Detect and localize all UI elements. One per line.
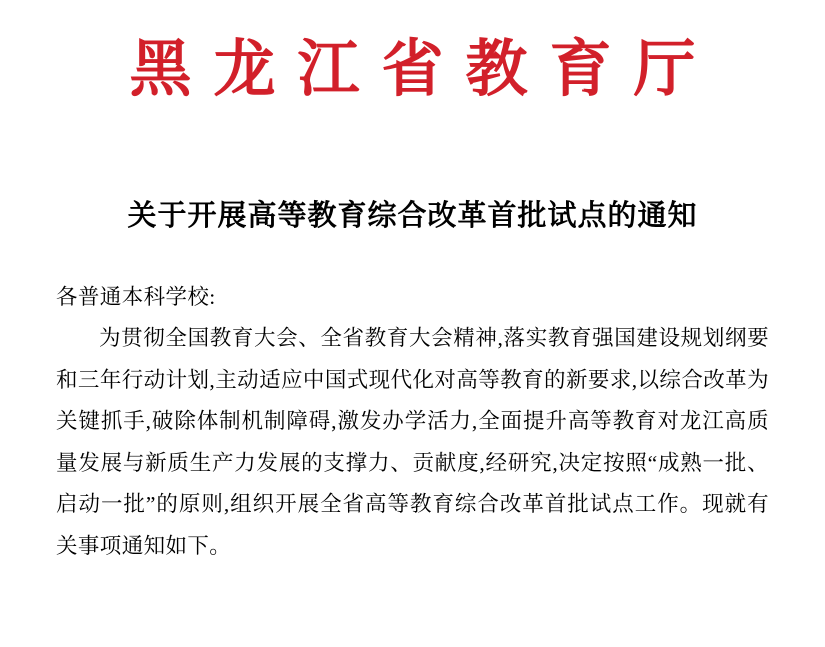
issuing-organization-title: 黑龙江省教育厅 bbox=[129, 36, 718, 104]
page-title: 关于开展高等教育综合改革首批试点的通知 bbox=[127, 200, 698, 233]
masthead bbox=[56, 36, 769, 104]
salutation: 各普通本科学校: bbox=[56, 284, 216, 309]
body-paragraph-1: 为贯彻全国教育大会、全省教育大会精神,落实教育强国建设规划纲要和三年行动计划,主动适应中国式现代化对高等教育的新要求,以综合改革为关键抓手,破除体制机制障碍,激发办学活力,全面提升高等教育对龙江高质量发展与新质生产力发展的支撑力、贡献度,经研究,决定按照“成熟一批、启动一批”的原则,组织开展全省高等教育综合改革首批试点工作。现就有关事项通知如下。 bbox=[56, 326, 769, 558]
document-body bbox=[56, 277, 769, 567]
document-page bbox=[0, 36, 825, 647]
